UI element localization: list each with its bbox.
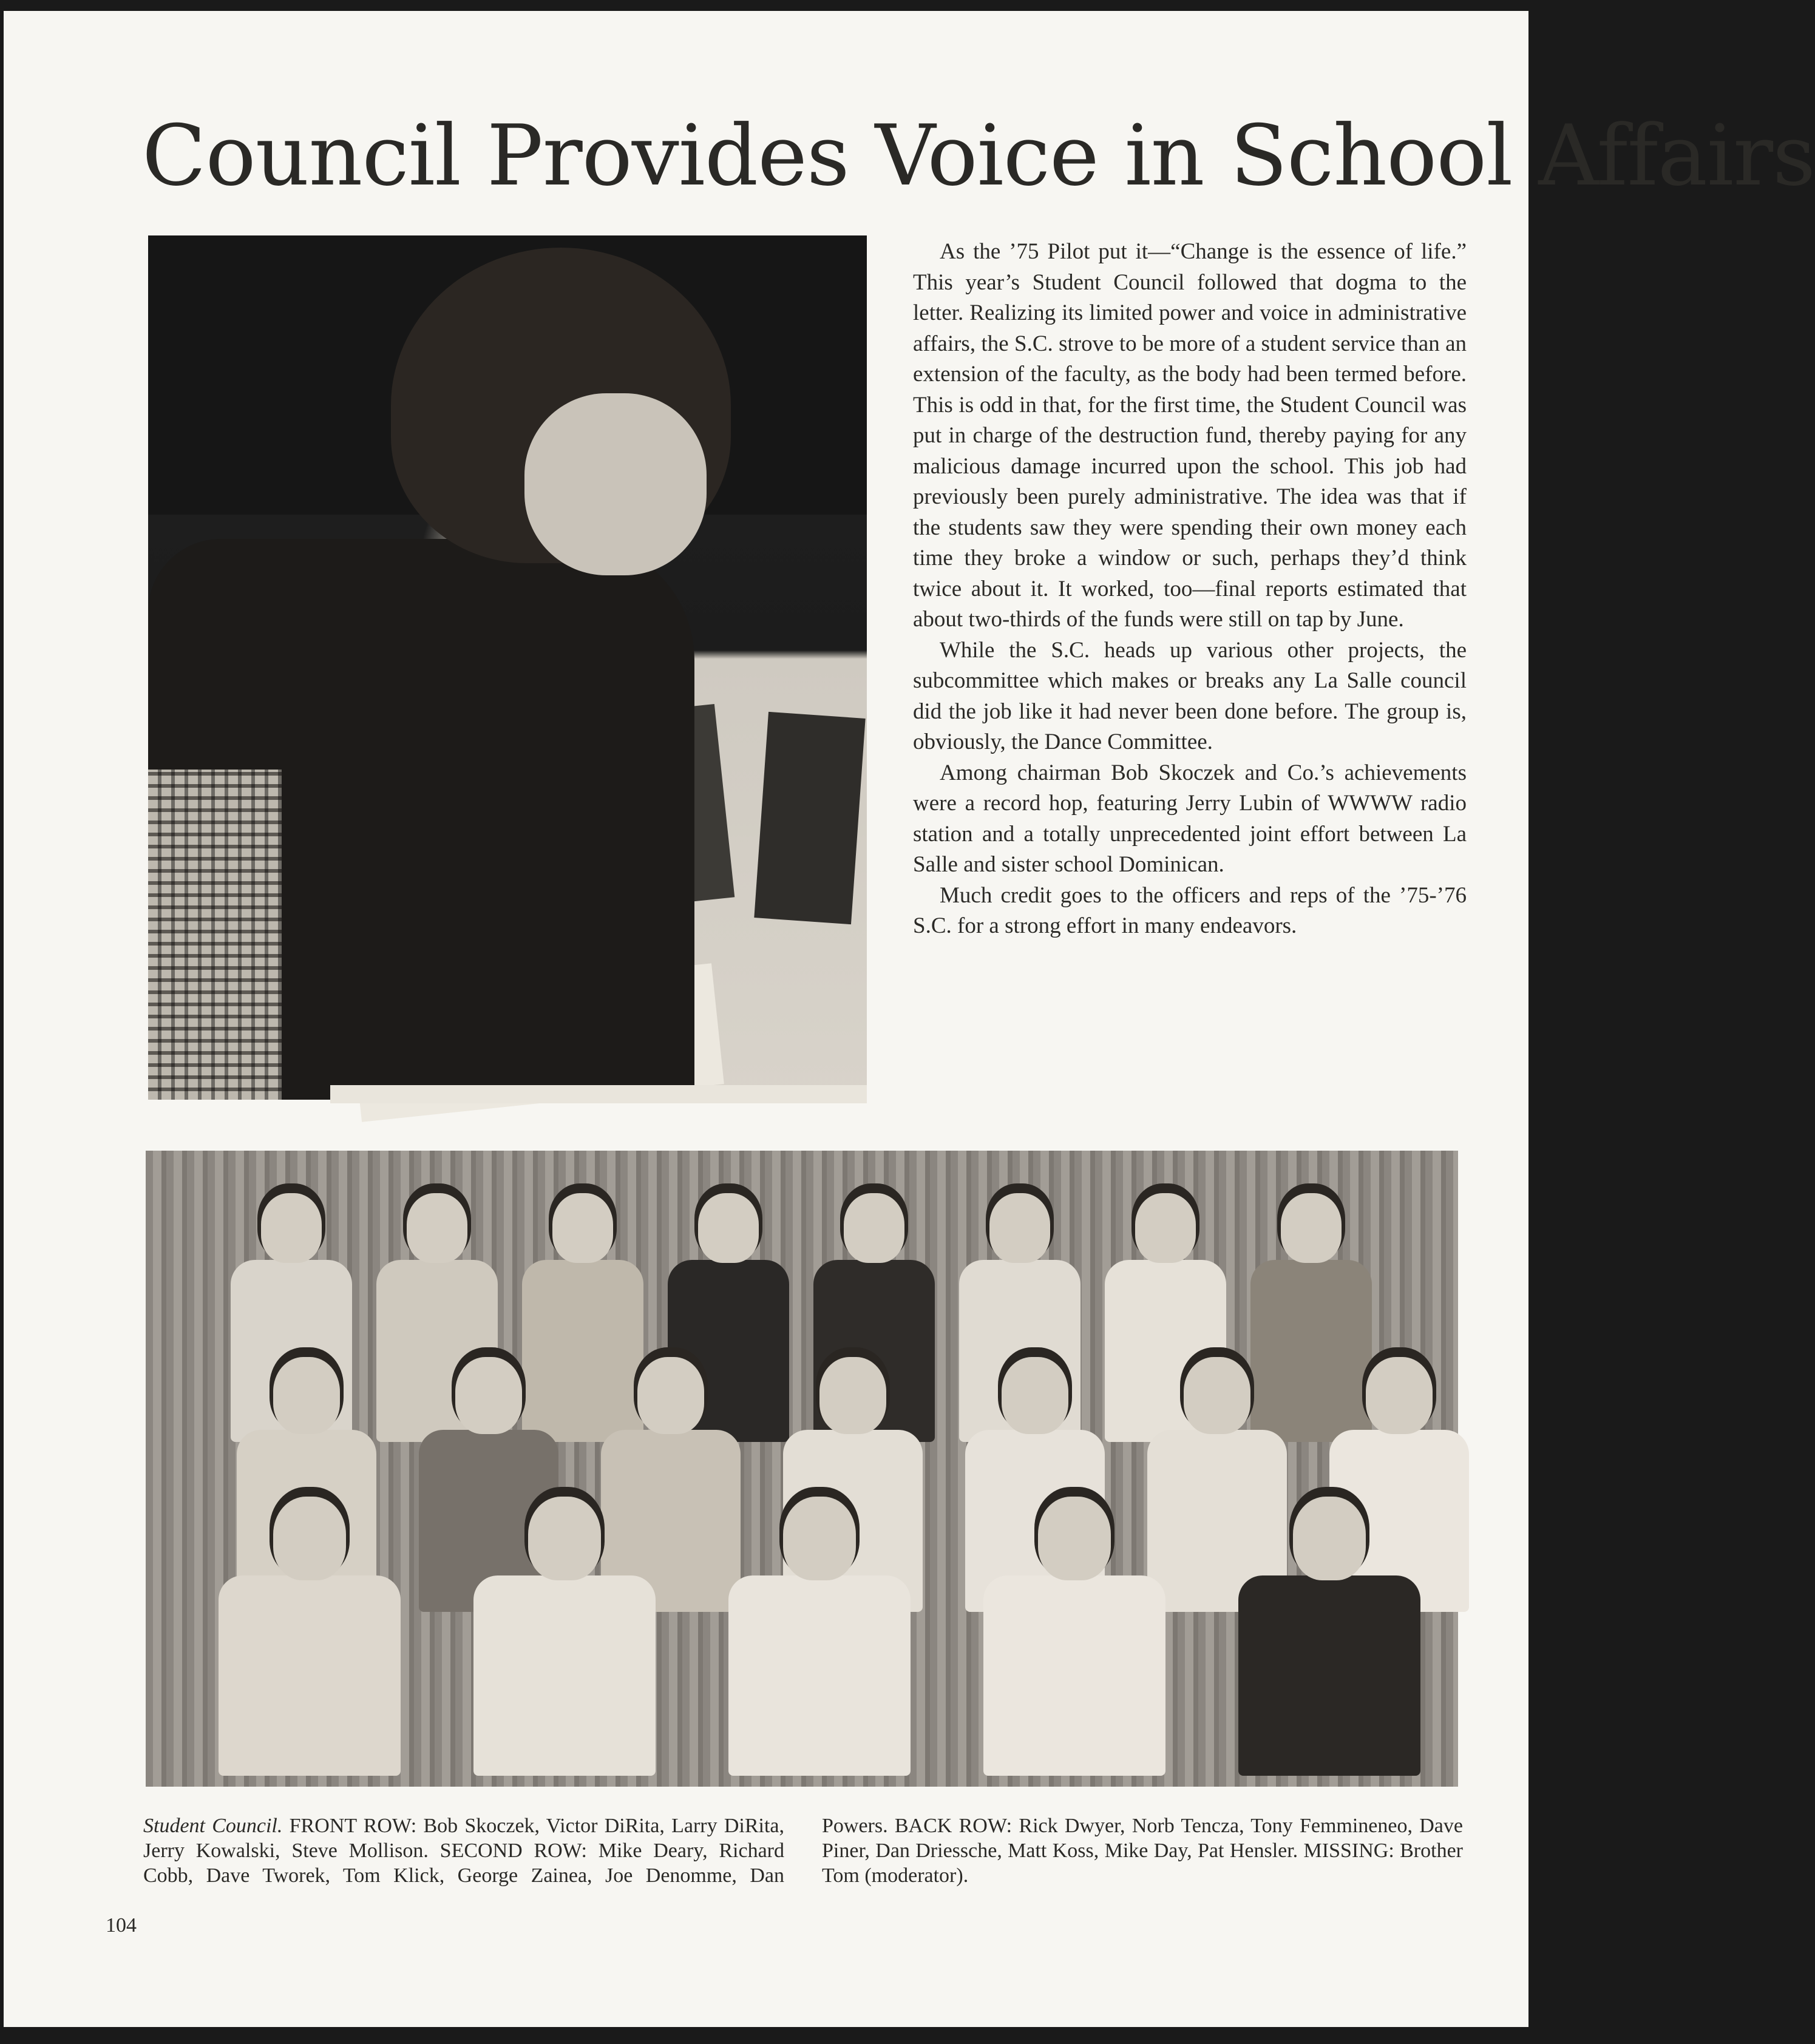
member-head — [455, 1357, 522, 1434]
student-at-table-photo — [148, 235, 867, 1100]
member-body — [219, 1575, 401, 1776]
member-head — [407, 1193, 467, 1263]
member-head — [528, 1497, 601, 1580]
member-body — [983, 1575, 1165, 1776]
student-council-group-photo — [146, 1151, 1458, 1787]
member-head — [1366, 1357, 1433, 1434]
member-head — [819, 1357, 886, 1434]
member-body — [1250, 1260, 1372, 1442]
member-head — [1293, 1497, 1366, 1580]
page-number: 104 — [106, 1914, 137, 1937]
face — [524, 393, 707, 575]
member-head — [698, 1193, 759, 1263]
article-paragraph: While the S.C. heads up various other projects, the subcommittee which makes or breaks any La Salle council did the job like it had never been done before. The group is, obviously, the Dance Committee. — [913, 637, 1467, 754]
member-head — [552, 1193, 613, 1263]
member-head — [273, 1357, 340, 1434]
member-head — [273, 1497, 346, 1580]
plaid-pants — [148, 770, 282, 1100]
article-paragraph: Among chairman Bob Skoczek and Co.’s achievements were a record hop, featuring Jerry Lubin of WWWW radio station and a totally unprecedented joint effort between La Salle and sister school Dominican. — [913, 760, 1467, 877]
article-body — [913, 237, 1467, 942]
member-head — [989, 1193, 1050, 1263]
member-head — [783, 1497, 856, 1580]
member-head — [261, 1193, 322, 1263]
yearbook-page — [4, 11, 1815, 2027]
member-head — [637, 1357, 704, 1434]
member-head — [1038, 1497, 1111, 1580]
caption-names: FRONT ROW: Bob Skoczek, Victor DiRita, Larry DiRita, Jerry Kowalski, Steve Mollison. SECOND ROW: Mike Deary, Richard Cobb, Dave Tworek, Tom Klick, George Zainea, Joe Denomme, Dan Powers. BACK ROW: Rick Dwyer, Norb Tencza, Tony Femmineneo, Dave Piner, Dan Driessche, Matt Koss, Mike Day, Pat Hensler. MISSING: Brother Tom (moderator). — [143, 1815, 1463, 1887]
member-head — [1184, 1357, 1250, 1434]
member-body — [473, 1575, 656, 1776]
member-head — [1281, 1193, 1342, 1263]
page-title: Council Provides Voice in School Affairs — [142, 107, 1815, 205]
caption-lead: Student Council. — [143, 1815, 283, 1837]
member-head — [1135, 1193, 1196, 1263]
member-body — [728, 1575, 911, 1776]
member-body — [1238, 1575, 1420, 1776]
article-paragraph: As the ’75 Pilot put it—“Change is the essence of life.” This year’s Student Council followed that dogma to the letter. Realizing its limited power and voice in administrative affairs, the S.C. strove to be more of a student service than an extension of the faculty, as the body had been termed before. This is odd in that, for the first time, the Student Council was put in charge of the destruction fund, thereby paying for any malicious damage incurred upon the school. This job had previously been purely administrative. The idea was that if the students saw they were spending their own money each time they broke a window or such, perhaps they’d think twice about it. It worked, too—final reports estimated that about two-thirds of the funds were still on tap by June. — [913, 239, 1467, 632]
member-head — [1002, 1357, 1068, 1434]
photo-caption — [143, 1813, 1463, 1888]
member-head — [844, 1193, 904, 1263]
book — [754, 712, 865, 924]
member-body — [522, 1260, 643, 1442]
article-paragraph: Much credit goes to the officers and reps of the ’75-’76 S.C. for a strong effort in many endeavors. — [913, 882, 1467, 938]
table-edge — [330, 1085, 867, 1103]
